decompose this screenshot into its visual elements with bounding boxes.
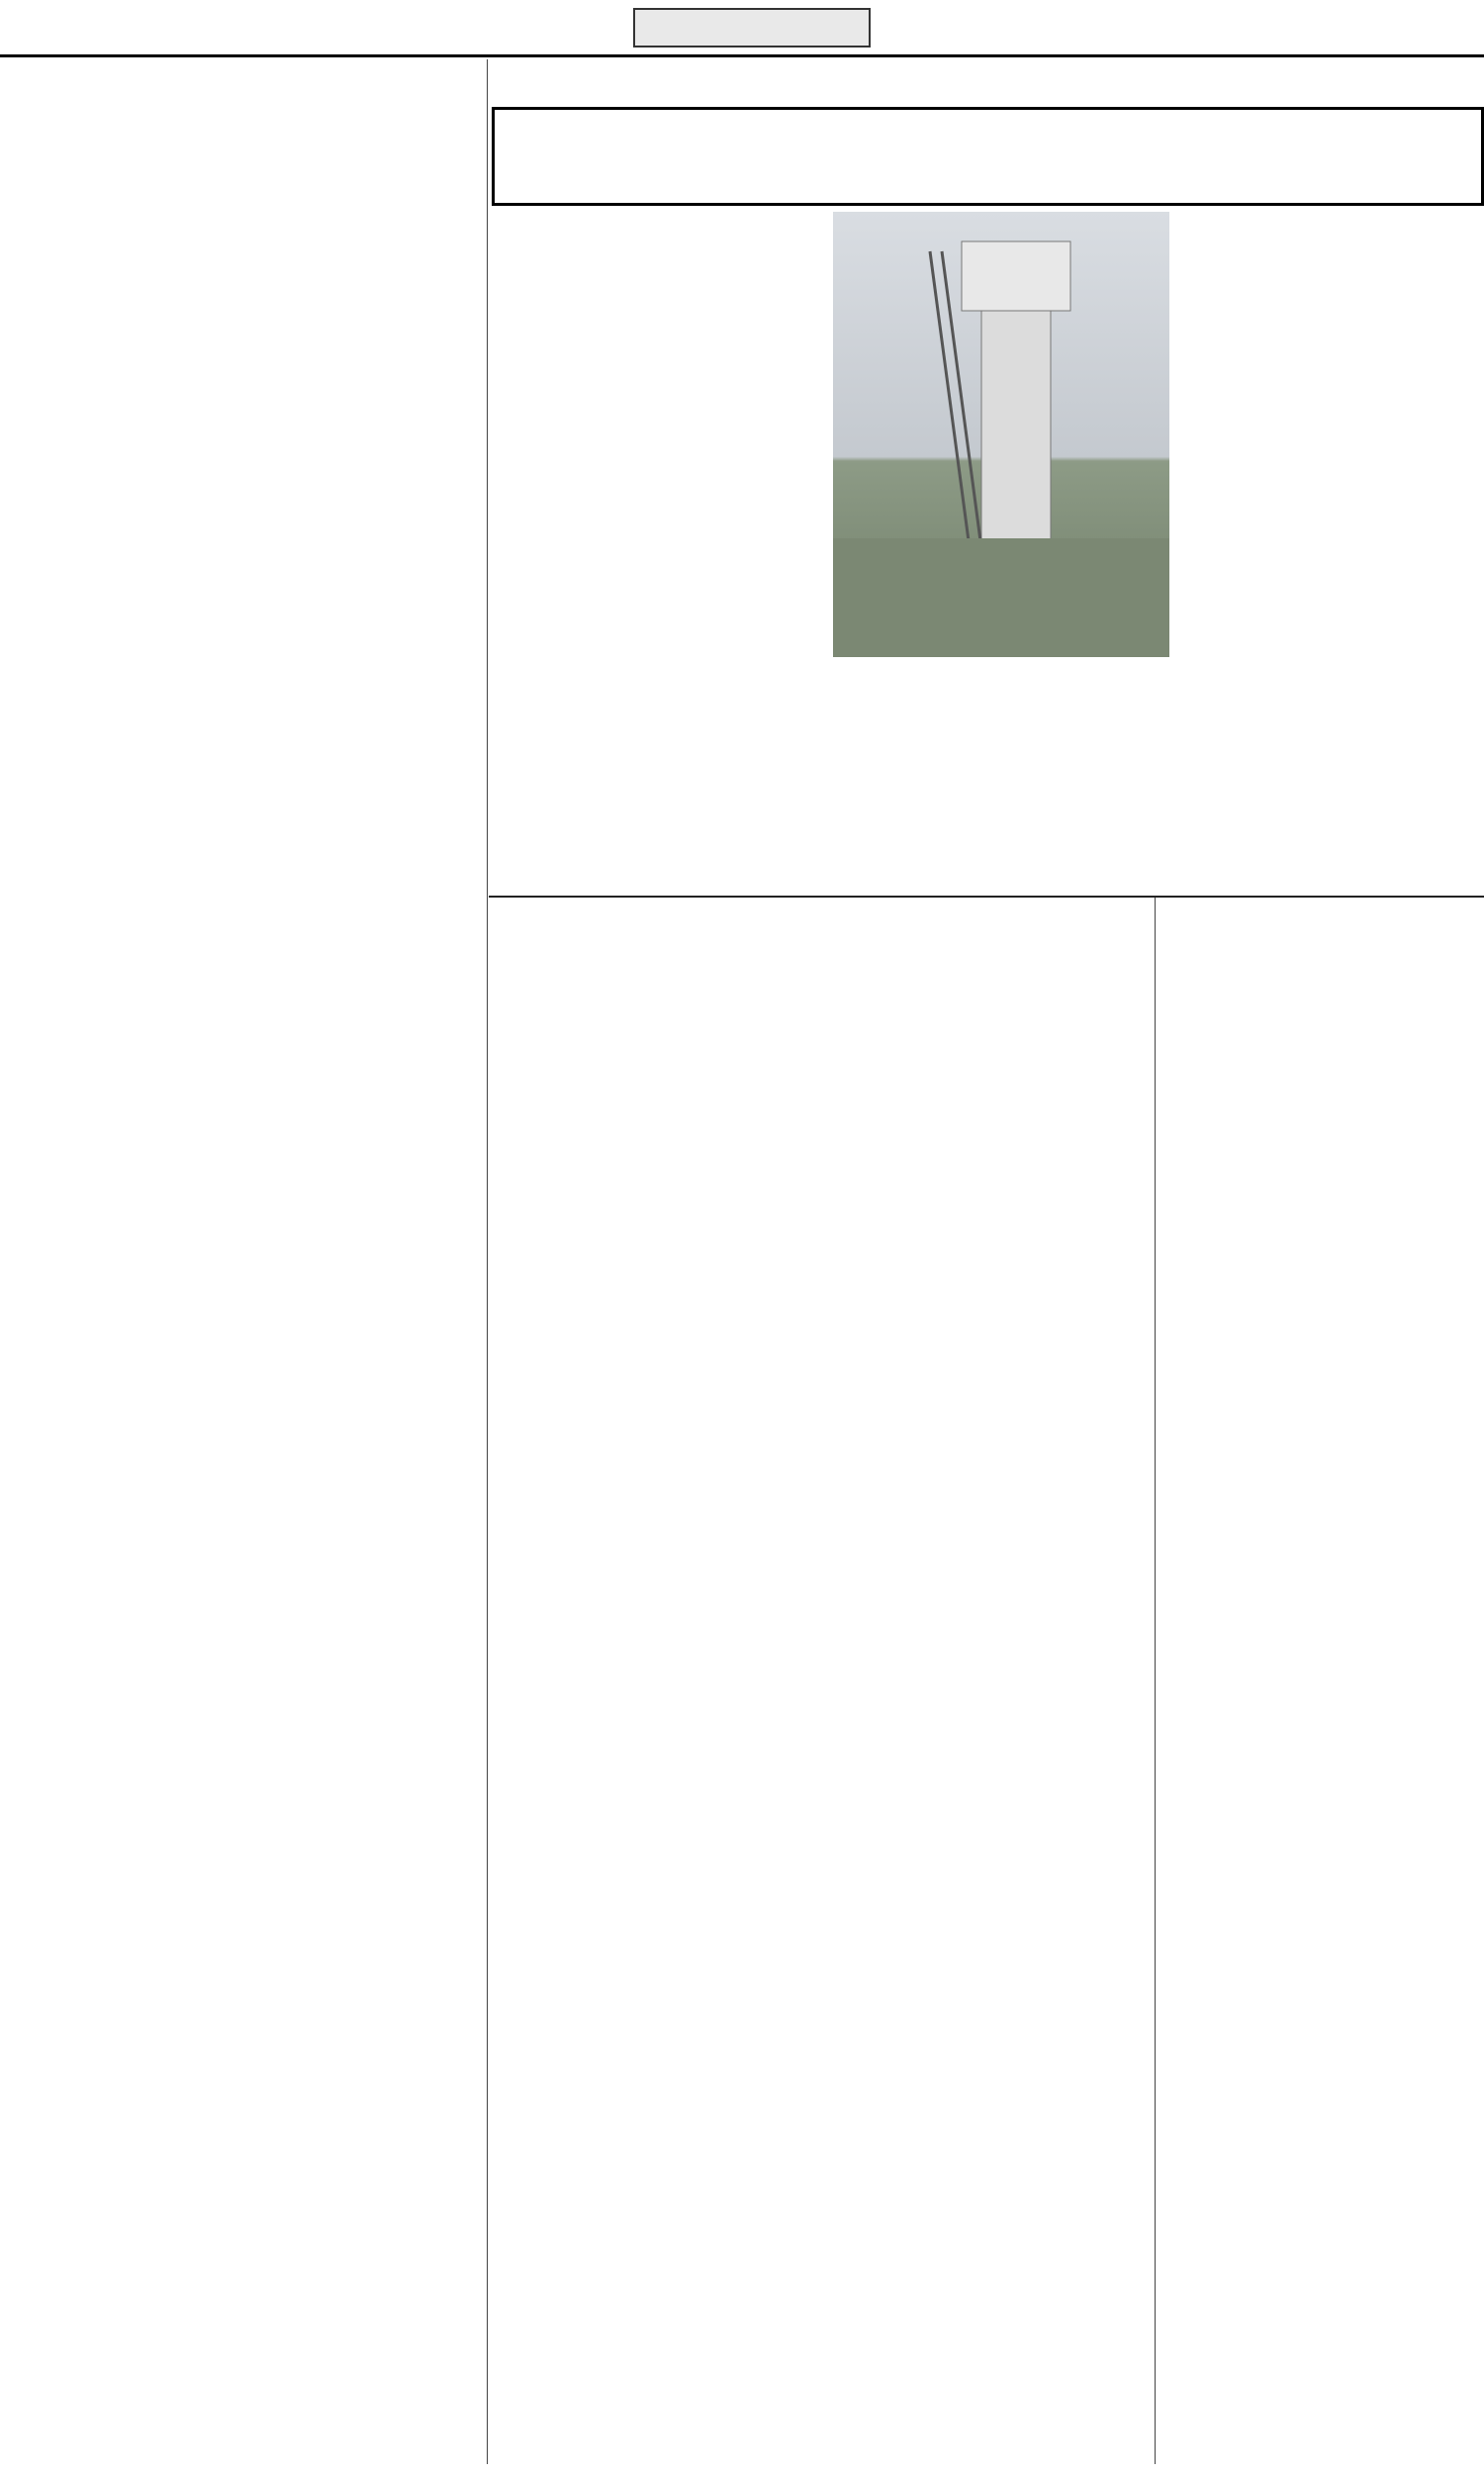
column-rule <box>1155 896 1156 2464</box>
page-header <box>0 0 1484 57</box>
top-story-headline-box <box>492 107 1484 206</box>
masthead-logo <box>633 8 871 48</box>
column-rule <box>487 59 488 2464</box>
left-column <box>8 63 481 2464</box>
top-story-col3 <box>1177 212 1478 677</box>
top-story-col2 <box>833 665 1169 895</box>
section-rule <box>489 896 1484 898</box>
water-tank-photo <box>833 212 1169 657</box>
right-column <box>1161 901 1478 2464</box>
water-tank-illustration <box>833 212 1169 657</box>
top-story-col1 <box>495 212 821 895</box>
middle-column <box>495 901 1148 2464</box>
tank-statistics <box>1177 683 1478 895</box>
